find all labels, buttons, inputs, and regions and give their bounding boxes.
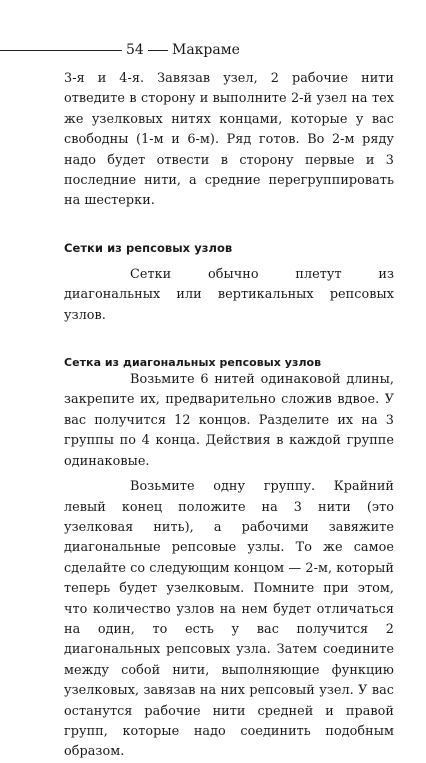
page-body xyxy=(64,69,394,763)
section-intro-paragraph: Сетки обычно плетут из диагональных или вертикальных репсовых узлов. xyxy=(64,266,394,323)
paragraph-continued: 3-я и 4-я. Завязав узел, 2 рабочие нити отведите в сторону и выполните 2-й узел на тех же узелковых нитях концами, которые у вас свободны (1-м и 6-м). Ряд готов. Во 2-м ряду надо будет отвести в сторону первые и 3 последние нити, а средние перегруппировать на шестерки. xyxy=(64,71,394,209)
subsection-heading: Сетка из диагональных репсовых узлов xyxy=(64,356,322,370)
section-heading: Сетки из репсовых узлов xyxy=(64,240,233,255)
running-header xyxy=(0,40,426,60)
paragraph: Возьмите одну группу. Крайний левый конец положите на 3 нити (это узелковая нить), а рабочими завяжите диагональные репсовые узлы. То же самое сделайте со следующим концом — 2-м, который теперь будет узелковым. Помните при этом, что количество узлов на нем будет отличаться на один, то есть у вас получится 2 диагональных репсовых узла. Затем соедините между собой нити, выполняющие функцию узелковых, завязав на них репсовый узел. У вас останутся рабочие нити средней и правой групп, которые надо соединить подобным образом. xyxy=(64,479,394,760)
page-number: 54 xyxy=(122,40,148,60)
paragraph: Возьмите 6 нитей одинаковой длины, закрепите их, предварительно сложив вдвое. У вас получится 12 концов. Разделите их на 3 группы по 4 конца. Действия в каждой группе одинаковые. xyxy=(64,372,394,469)
running-title: Макраме xyxy=(168,40,244,60)
